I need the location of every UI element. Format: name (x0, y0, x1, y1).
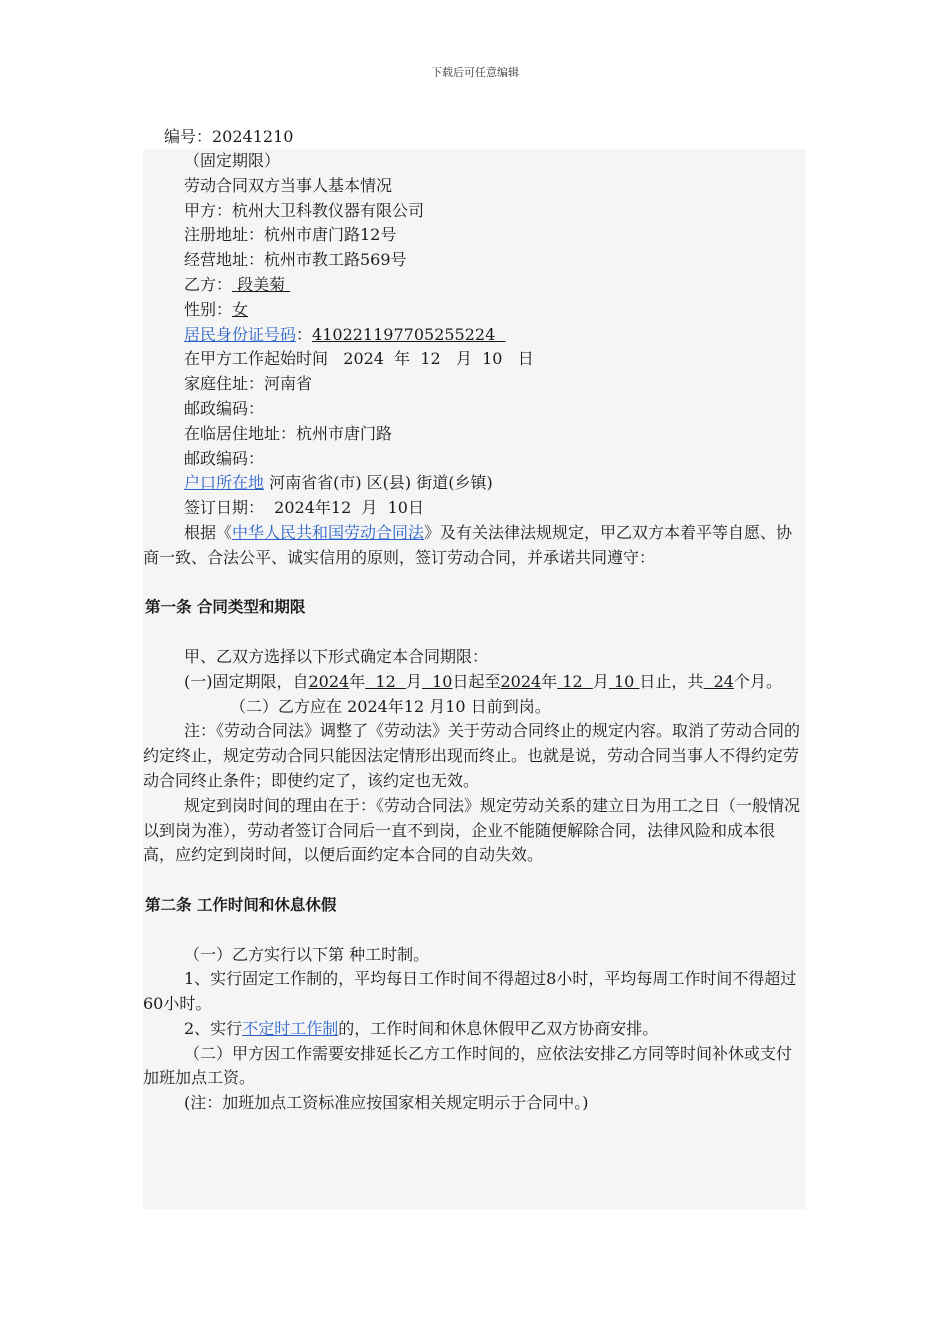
business-address: 经营地址：杭州市教工路569号 (184, 250, 407, 270)
sign-date: 签订日期： 2024年12 月 10日 (184, 498, 424, 518)
page-header: 下载后可任意编辑 (431, 66, 519, 79)
section-title: 劳动合同双方当事人基本情况 (184, 175, 393, 195)
article-2-p3 (143, 1017, 806, 1042)
intro-post: 》及有关法律法规规定，甲乙双方本着平等自愿、协商一致、合法公平、诚实信用的原则，签订劳动合同，并承诺共同遵守： (143, 522, 793, 567)
intro-paragraph (143, 521, 806, 571)
labor-law-link[interactable]: 中华人民共和国劳动合同法 (232, 522, 425, 542)
start-month: 12 (365, 671, 406, 691)
p3-pre: 2、实行 (184, 1018, 243, 1038)
article-2-p2: 1、实行固定工作制的，平均每日工作时间不得超过8小时，平均每周工作时间不得超过60小时。 (143, 969, 797, 1014)
postcode-temp: 邮政编码： (184, 448, 265, 468)
fixed-text: 月 (592, 671, 609, 691)
article-2-p5: (注：加班加点工资标准应按国家相关规定明示于合同中。) (184, 1093, 589, 1113)
article-2-p4: （二）甲方因工作需要安排延长乙方工作时间的，应依法安排乙方同等时间补休或支付加班加点工资。 (143, 1043, 793, 1088)
contract-body (143, 149, 806, 1209)
fixed-term-line (143, 670, 806, 695)
party-a: 甲方：杭州大卫科教仪器有限公司 (184, 200, 425, 220)
article-1-reason: 规定到岗时间的理由在于：《劳动合同法》规定劳动关系的建立日为用工之日（一般情况以到岗为准），劳动者签订合同后一直不到岗，企业不能随便解除合同，法律风险和成本很高，应约定到岗时间，以便后面约定本合同的自动失效。 (143, 795, 801, 865)
term-type: （固定期限） (184, 151, 281, 170)
id-number-value: 410221197705255224 (312, 324, 506, 344)
flexible-hours-link[interactable]: 不定时工作制 (242, 1018, 339, 1038)
party-b-label: 乙方： (184, 274, 233, 294)
fixed-text: 年 (541, 671, 558, 691)
id-sep: ： (296, 324, 313, 344)
intro-pre: 根据《 (184, 522, 233, 542)
report-date: （二）乙方应在 2024年12 月10 日前到岗。 (230, 696, 551, 716)
postcode-home: 邮政编码： (184, 398, 265, 418)
article-2-heading: 第二条 工作时间和休息休假 (145, 895, 337, 914)
gender (143, 298, 806, 323)
fixed-text: (一)固定期限，自 (184, 671, 309, 691)
party-b (143, 273, 806, 298)
document-number: 编号：20241210 (164, 127, 294, 146)
fixed-text: 月 (405, 671, 422, 691)
article-2-p1: （一）乙方实行以下第 种工时制。 (184, 944, 430, 964)
hukou-link[interactable]: 户口所在地 (184, 473, 265, 493)
article-1-heading: 第一条 合同类型和期限 (145, 598, 306, 617)
hukou-value: 河南省省(市) 区(县) 街道(乡镇) (264, 473, 493, 493)
article-1-p1: 甲、乙双方选择以下形式确定本合同期限： (184, 646, 489, 666)
hukou (143, 471, 806, 496)
id-number-link[interactable]: 居民身份证号码 (184, 324, 297, 344)
temporary-address: 在临居住地址：杭州市唐门路 (184, 423, 393, 443)
end-month: 12 (557, 671, 593, 691)
article-1-note: 注：《劳动合同法》调整了《劳动法》关于劳动合同终止的规定内容。取消了劳动合同的约定终止，规定劳动合同只能因法定情形出现而终止。也就是说，劳动合同当事人不得约定劳动合同终止条件；即使约定了，该约定也无效。 (143, 721, 801, 790)
fixed-text: 日起至 (452, 671, 501, 691)
term-months: 24 (703, 671, 734, 691)
end-year: 2024 (500, 671, 542, 691)
home-address: 家庭住址：河南省 (184, 374, 313, 394)
start-day: 10 (421, 671, 453, 691)
end-day: 10 (608, 671, 640, 691)
gender-value: 女 (232, 299, 249, 319)
start-year: 2024 (308, 671, 350, 691)
work-start-time: 在甲方工作起始时间 2024 年 12 月 10 日 (184, 349, 534, 369)
registered-address: 注册地址：杭州市唐门路12号 (184, 225, 397, 245)
fixed-text: 年 (349, 671, 366, 691)
gender-label: 性别： (184, 299, 233, 319)
fixed-text: 个月。 (733, 671, 782, 691)
fixed-text: 日止，共 (639, 671, 704, 691)
p3-post: 的，工作时间和休息休假甲乙双方协商安排。 (338, 1018, 659, 1038)
id-number (143, 323, 806, 348)
party-b-name: 段美菊 (232, 274, 291, 294)
